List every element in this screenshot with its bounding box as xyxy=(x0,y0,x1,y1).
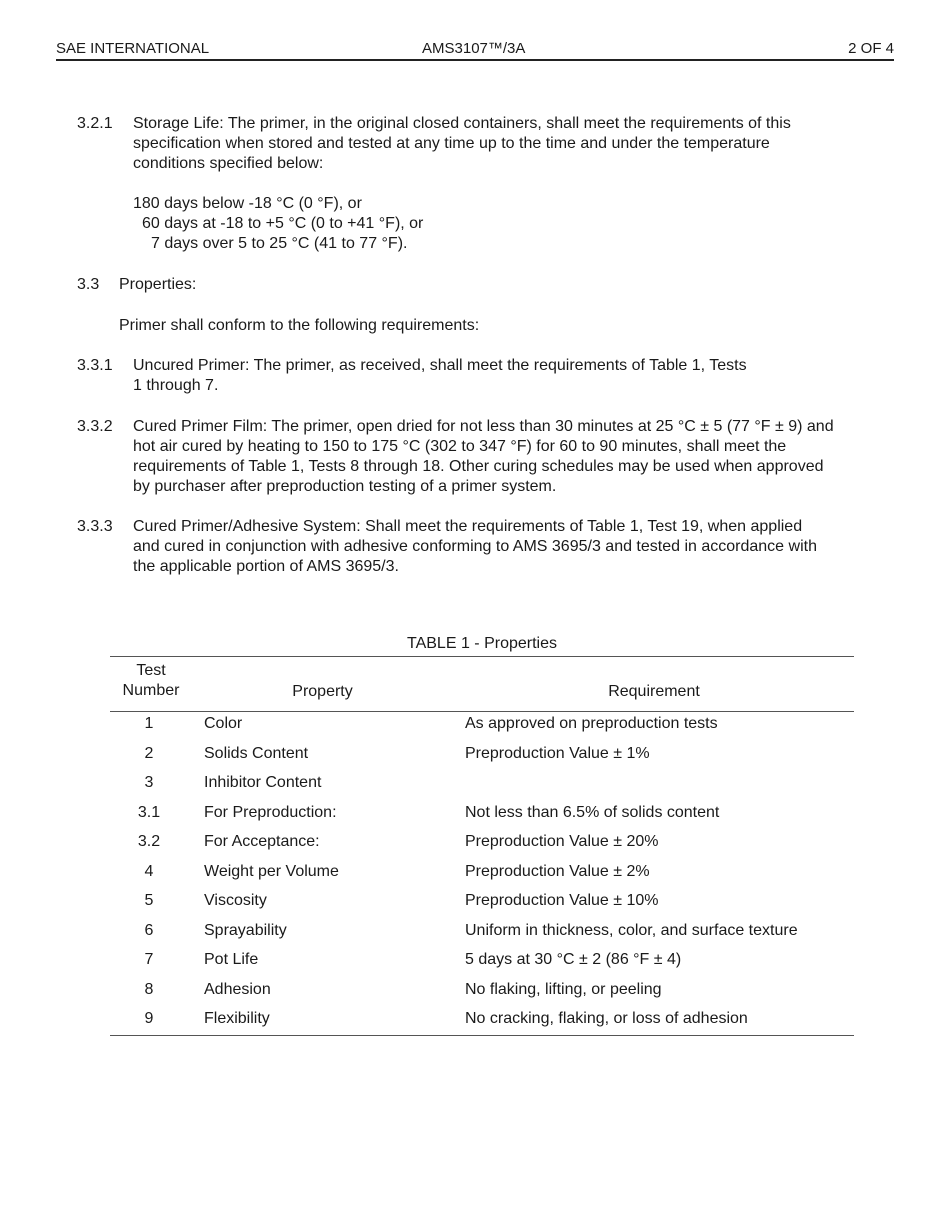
header-property: Property xyxy=(292,683,353,700)
text-line: Cured Primer Film: The primer, open dried for not less than 30 minutes at 25 °C ± 5 (77 °F ± 9) and xyxy=(133,418,834,435)
cell-requirement: As approved on preproduction tests xyxy=(465,715,718,732)
cell-test-number: 5 xyxy=(144,892,154,909)
cell-property: For Acceptance: xyxy=(204,833,320,850)
text-line: by purchaser after preproduction testing of a primer system. xyxy=(133,478,557,495)
section-text xyxy=(133,417,873,497)
cell-test-number: 8 xyxy=(144,981,154,998)
cell-property: Viscosity xyxy=(204,892,267,909)
header-test-number-line2: Number xyxy=(122,682,180,699)
cell-property: Weight per Volume xyxy=(204,863,339,880)
cell-property: Inhibitor Content xyxy=(204,774,322,791)
cell-requirement: No cracking, flaking, or loss of adhesion xyxy=(465,1010,748,1027)
cell-requirement: Preproduction Value ± 20% xyxy=(465,833,659,850)
table-header-rule xyxy=(110,711,854,712)
text-line: hot air cured by heating to 150 to 175 °C (302 to 347 °F) for 60 to 90 minutes, shall meet the xyxy=(133,438,787,455)
section-number: 3.3.2 xyxy=(77,418,113,435)
text-line: Uncured Primer: The primer, as received, shall meet the requirements of Table 1, Tests xyxy=(133,357,747,374)
cell-requirement: Not less than 6.5% of solids content xyxy=(465,804,720,821)
section-number: 3.2.1 xyxy=(77,115,113,132)
cell-test-number: 1 xyxy=(144,715,154,732)
header-requirement: Requirement xyxy=(608,683,700,700)
header-page-number: 2 OF 4 xyxy=(848,40,894,57)
storage-condition: 180 days below -18 °C (0 °F), or xyxy=(133,195,362,212)
cell-property: Pot Life xyxy=(204,951,259,968)
cell-test-number: 3.1 xyxy=(137,804,161,821)
cell-requirement: 5 days at 30 °C ± 2 (86 °F ± 4) xyxy=(465,951,682,968)
section-text xyxy=(133,517,873,577)
table-title: TABLE 1 - Properties xyxy=(407,635,557,652)
cell-property: Adhesion xyxy=(204,981,271,998)
header-organization: SAE INTERNATIONAL xyxy=(56,40,210,57)
cell-requirement: Uniform in thickness, color, and surface texture xyxy=(465,922,798,939)
cell-test-number: 3.2 xyxy=(137,833,161,850)
text-line: the applicable portion of AMS 3695/3. xyxy=(133,558,399,575)
cell-property: Sprayability xyxy=(204,922,287,939)
cell-requirement: Preproduction Value ± 10% xyxy=(465,892,659,909)
section-text xyxy=(133,114,873,174)
text-line: requirements of Table 1, Tests 8 through 18. Other curing schedules may be used when approved xyxy=(133,458,824,475)
text-line: specification when stored and tested at any time up to the time and under the temperature xyxy=(133,135,770,152)
cell-requirement: Preproduction Value ± 2% xyxy=(465,863,650,880)
cell-test-number: 3 xyxy=(144,774,154,791)
text-line: conditions specified below: xyxy=(133,155,324,172)
cell-test-number: 7 xyxy=(144,951,154,968)
section-number: 3.3 xyxy=(77,276,100,293)
section-text xyxy=(133,356,873,396)
cell-test-number: 2 xyxy=(144,745,154,762)
cell-property: Color xyxy=(204,715,243,732)
table-top-rule xyxy=(110,656,854,657)
section-title: Properties: xyxy=(119,276,197,293)
section-number: 3.3.3 xyxy=(77,518,113,535)
cell-property: Solids Content xyxy=(204,745,309,762)
section-number: 3.3.1 xyxy=(77,357,113,374)
header-test-number xyxy=(110,661,192,701)
cell-test-number: 6 xyxy=(144,922,154,939)
cell-test-number: 4 xyxy=(144,863,154,880)
header-document-number: AMS3107™/3A xyxy=(422,40,526,57)
cell-test-number: 9 xyxy=(144,1010,154,1027)
text-line: Cured Primer/Adhesive System: Shall meet the requirements of Table 1, Test 19, when applied xyxy=(133,518,803,535)
text-line: 1 through 7. xyxy=(133,377,219,394)
cell-property: Flexibility xyxy=(204,1010,270,1027)
text-line: and cured in conjunction with adhesive conforming to AMS 3695/3 and tested in accordance with xyxy=(133,538,817,555)
text-line: Storage Life: The primer, in the original closed containers, shall meet the requirements of this xyxy=(133,115,791,132)
storage-condition: 60 days at -18 to +5 °C (0 to +41 °F), or xyxy=(142,215,424,232)
header-test-number-line1: Test xyxy=(136,662,166,679)
section-text: Primer shall conform to the following requirements: xyxy=(119,317,480,334)
cell-requirement: No flaking, lifting, or peeling xyxy=(465,981,662,998)
storage-condition: 7 days over 5 to 25 °C (41 to 77 °F). xyxy=(151,235,408,252)
storage-conditions xyxy=(133,194,933,254)
cell-property: For Preproduction: xyxy=(204,804,337,821)
cell-requirement: Preproduction Value ± 1% xyxy=(465,745,650,762)
table-bottom-rule xyxy=(110,1035,854,1036)
page-header xyxy=(56,38,894,61)
